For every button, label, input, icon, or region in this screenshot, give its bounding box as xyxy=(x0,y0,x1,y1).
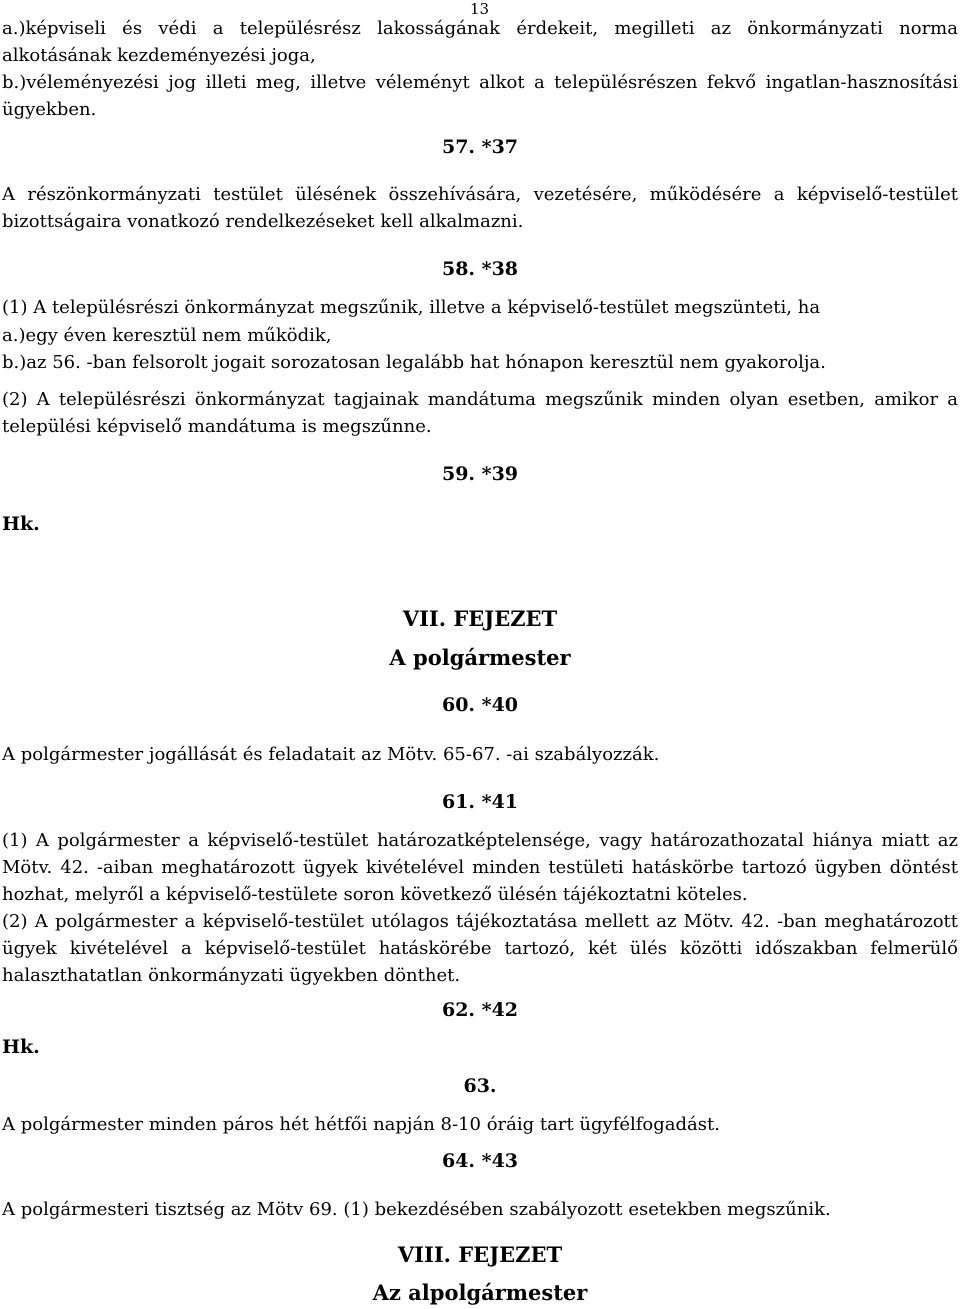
paragraph-line: bizottságaira vonatkozó rendelkezéseket kell alkalmazni. xyxy=(2,211,524,232)
section-heading: 61. *41 xyxy=(441,791,519,813)
list-item: a.)egy éven keresztül nem működik, xyxy=(2,325,332,346)
section-heading: 59. *39 xyxy=(441,463,519,485)
paragraph-line: ügyekben. xyxy=(2,99,97,120)
paragraph-line: (1) A településrészi önkormányzat megszűnik, illetve a képviselő-testület megszünteti, ha xyxy=(2,297,821,318)
section-heading: 60. *40 xyxy=(441,694,519,716)
paragraph-line: (2) A polgármester a képviselő-testület utólagos tájékoztatása mellett az Mötv. 42. -ban meghatározott xyxy=(2,911,958,932)
paragraph-line: b.)véleményezési jog illeti meg, illetve véleményt alkot a településrészen fekvő ingatlan-hasznosítási xyxy=(2,72,958,93)
paragraph-line: a.)képviseli és védi a településrész lakosságának érdekeit, megilleti az önkormányzati norma xyxy=(2,18,958,39)
paragraph-line: A polgármester minden páros hét hétfői napján 8-10 óráig tart ügyfélfogadást. xyxy=(2,1114,720,1135)
section-heading: 58. *38 xyxy=(441,258,519,280)
chapter-subtitle: Az alpolgármester xyxy=(372,1280,588,1305)
paragraph-line: (1) A polgármester a képviselő-testület határozatképtelensége, vagy határozathozatal hiánya miatt az xyxy=(2,830,958,851)
section-heading: 64. *43 xyxy=(441,1150,519,1172)
paragraph-line: ügyek kivételével a képviselő-testület hatáskörébe tartozó, két ülés közötti időszakban felmerülő xyxy=(2,938,958,959)
section-heading: 57. *37 xyxy=(441,136,519,158)
paragraph-line: A polgármester jogállását és feladatait az Mötv. 65-67. -ai szabályozzák. xyxy=(2,744,660,765)
chapter-title: VIII. FEJEZET xyxy=(397,1242,563,1267)
page-number: 13 xyxy=(470,0,490,18)
paragraph-line: alkotásának kezdeményezési joga, xyxy=(2,45,316,66)
list-item: b.)az 56. -ban felsorolt jogait sorozatosan legalább hat hónapon keresztül nem gyakorolja. xyxy=(2,352,826,373)
hk-label: Hk. xyxy=(2,1036,40,1058)
paragraph-line: A részönkormányzati testület ülésének összehívására, vezetésére, működésére a képviselő-testület xyxy=(2,184,958,205)
chapter-title: VII. FEJEZET xyxy=(402,606,558,631)
hk-label: Hk. xyxy=(2,513,40,535)
paragraph-line: halaszthatatlan önkormányzati ügyekben dönthet. xyxy=(2,965,461,986)
paragraph-line: hozhat, melyről a képviselő-testülete soron következő ülésén tájékoztatni köteles. xyxy=(2,884,748,905)
chapter-subtitle: A polgármester xyxy=(389,645,571,670)
paragraph-line: (2) A településrészi önkormányzat tagjainak mandátuma megszűnik minden olyan esetben, amikor a xyxy=(2,389,958,410)
section-heading: 62. *42 xyxy=(441,999,519,1021)
paragraph-line: települési képviselő mandátuma is megszűnne. xyxy=(2,416,432,437)
paragraph-line: A polgármesteri tisztség az Mötv 69. (1) bekezdésében szabályozott esetekben megszűnik. xyxy=(2,1199,831,1220)
section-heading: 63. xyxy=(463,1075,497,1097)
paragraph-line: Mötv. 42. -aiban meghatározott ügyek kivételével minden testületi hatáskörbe tartozó ügyben döntést xyxy=(2,857,958,878)
